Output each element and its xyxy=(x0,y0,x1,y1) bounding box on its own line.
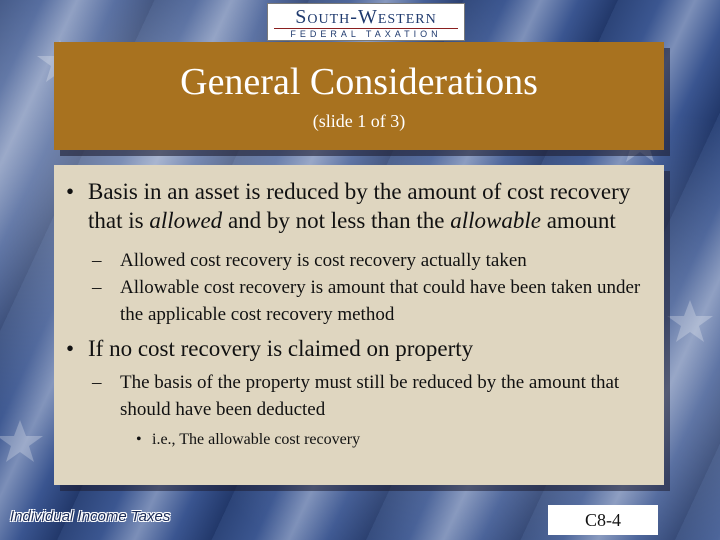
publisher-logo xyxy=(267,3,465,41)
bullet-dot-icon: • xyxy=(136,431,142,448)
logo-sub-text: FEDERAL TAXATION xyxy=(290,29,442,39)
dash-icon: – xyxy=(92,277,102,298)
bullet-text: amount xyxy=(540,208,616,233)
slide-number: C8-4 xyxy=(548,505,658,535)
bullet-text: and by not less than the xyxy=(222,208,451,233)
bullet-text: If no cost recovery is claimed on property xyxy=(88,336,474,361)
bullet-dot-icon: • xyxy=(66,336,75,361)
bullet-level2 xyxy=(62,247,654,274)
bullet-text: Basis in an asset is reduced by the amount of cost recovery that is xyxy=(88,179,631,233)
footer-course-title: Individual Income Taxes xyxy=(10,508,171,525)
slide-title: General Considerations xyxy=(180,61,538,103)
emphasis-allowable: allowable xyxy=(450,208,541,233)
bullet-dot-icon: • xyxy=(66,179,75,204)
emphasis-allowed: allowed xyxy=(149,208,223,233)
slide-subtitle: (slide 1 of 3) xyxy=(312,111,406,131)
bullet-level1 xyxy=(62,334,654,363)
bullet-text: The basis of the property must still be reduced by the amount that should have been deducted xyxy=(120,372,620,420)
bullet-level1 xyxy=(62,177,654,235)
bullet-text: Allowable cost recovery is amount that could have been taken under the applicable cost recovery method xyxy=(120,277,641,325)
title-banner xyxy=(54,42,664,150)
bullet-level3 xyxy=(62,429,654,451)
bullet-text: i.e., The allowable cost recovery xyxy=(152,431,361,448)
logo-main-text: South-Western xyxy=(295,6,437,28)
dash-icon: – xyxy=(92,250,102,271)
bullet-level2 xyxy=(62,369,654,423)
bullet-text: Allowed cost recovery is cost recovery actually taken xyxy=(120,250,527,271)
dash-icon: – xyxy=(92,372,102,393)
content-panel xyxy=(54,165,664,485)
bullet-level2 xyxy=(62,274,654,328)
